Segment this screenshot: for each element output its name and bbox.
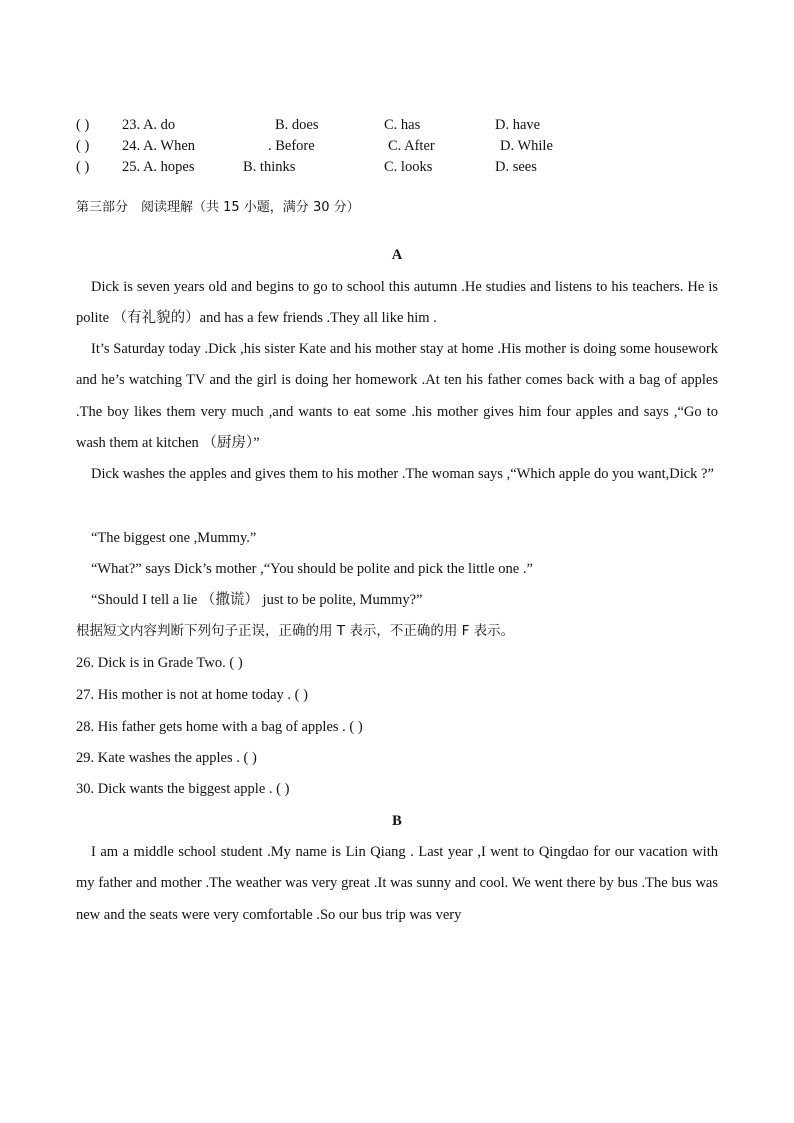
answer-blank: ( ) bbox=[76, 159, 90, 175]
passage-a-paragraph-3: Dick washes the apples and gives them to his mother .The woman says ,“Which apple do you want,Dick ?” bbox=[91, 466, 714, 482]
tf-question-28: 28. His father gets home with a bag of apples . ( ) bbox=[76, 719, 363, 735]
section-title: 第三部分 阅读理解（共 15 小题，满分 30 分） bbox=[76, 200, 360, 215]
option-a: 23. A. do bbox=[122, 117, 176, 133]
option-c: C. has bbox=[384, 117, 421, 133]
option-b: B. thinks bbox=[243, 159, 296, 175]
answer-blank: ( ) bbox=[76, 138, 90, 154]
passage-a-paragraph-2: It’s Saturday today .Dick ,his sister Kate and his mother stay at home .His mother is doing some housework and he’s watching TV and the girl is doing her homework .At ten his father comes back with a bag of apples .The boy likes them very much ,and wants to eat some .his mother gives him four apples and says ,“Go to wash them at kitchen （厨房）” bbox=[76, 341, 718, 451]
dialogue-line-3: “Should I tell a lie （撒谎） just to be polite, Mummy?” bbox=[91, 592, 423, 608]
passage-a-paragraph-1: Dick is seven years old and begins to go to school this autumn .He studies and listens to his teachers. He is polite （有礼貌的）and has a few friends .They all like him . bbox=[76, 279, 718, 327]
passage-a-heading: A bbox=[391, 247, 403, 263]
tf-question-27: 27. His mother is not at home today . ( ) bbox=[76, 687, 308, 703]
instruction-text: 根据短文内容判断下列句子正误，正确的用 T 表示，不正确的用 F 表示。 bbox=[76, 623, 515, 639]
tf-question-29: 29. Kate washes the apples . ( ) bbox=[76, 750, 257, 766]
option-b: B. does bbox=[275, 117, 319, 133]
option-d: D. While bbox=[500, 138, 553, 154]
option-d: D. have bbox=[495, 117, 541, 133]
option-d: D. sees bbox=[495, 159, 537, 175]
option-c: C. looks bbox=[384, 159, 433, 175]
option-c: C. After bbox=[388, 138, 435, 154]
option-b: . Before bbox=[268, 138, 315, 154]
passage-b-paragraph-1: I am a middle school student .My name is Lin Qiang . Last year ,I went to Qingdao for our vacation with my father and mother .The weather was very great .It was sunny and cool. We went there by bus .The bus was new and the seats were very comfortable .So our bus trip was very bbox=[76, 844, 718, 923]
passage-b-heading: B bbox=[392, 813, 402, 829]
tf-question-26: 26. Dick is in Grade Two. ( ) bbox=[76, 655, 243, 671]
dialogue-line-2: “What?” says Dick’s mother ,“You should be polite and pick the little one .” bbox=[91, 561, 533, 577]
option-a: 25. A. hopes bbox=[122, 159, 195, 175]
answer-blank: ( ) bbox=[76, 117, 90, 133]
option-a: 24. A. When bbox=[122, 138, 196, 154]
tf-question-30: 30. Dick wants the biggest apple . ( ) bbox=[76, 781, 290, 797]
dialogue-line-1: “The biggest one ,Mummy.” bbox=[91, 530, 257, 546]
